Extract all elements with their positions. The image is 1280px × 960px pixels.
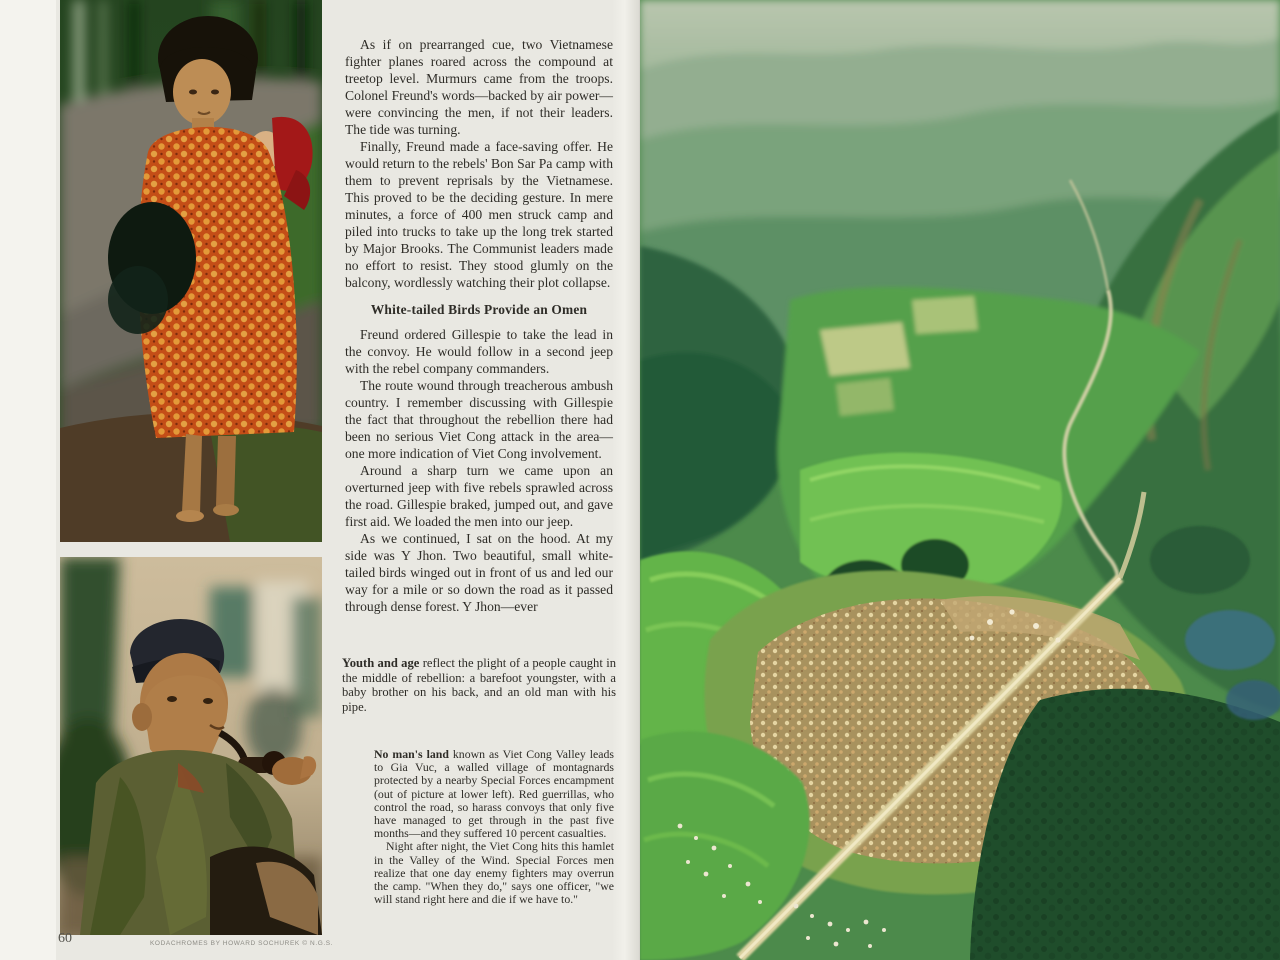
caption-paragraph: Night after night, the Viet Cong hits this hamlet in the Valley of the Wind. Special Forces men realize that one day enemy fighters may overrun the camp. "When they do," says one officer, "we will stand right here and die if we have to." (374, 839, 614, 907)
article-text-column (345, 36, 613, 615)
page-number: 60 (58, 931, 72, 946)
page-gutter (612, 0, 640, 960)
article-subheading: White-tailed Birds Provide an Omen (370, 302, 588, 317)
photo-credit: KODACHROMES BY HOWARD SOCHUREK © N.G.S. (150, 940, 334, 947)
caption-no-mans-land (374, 748, 614, 906)
article-paragraph: Around a sharp turn we came upon an overturned jeep with five rebels sprawled across the road. Gillespie braked, jumped out, and gave first aid. We loaded the men into our jeep. (345, 463, 613, 529)
article-paragraph: As we continued, I sat on the hood. At my side was Y Jhon. Two beautiful, small white-tailed birds winged out in front of us and led our way for a mile or so down the road as it passed through dense forest. Y Jhon—ever (345, 531, 613, 614)
photo-man-graphic (60, 557, 322, 935)
caption-text: reflect the plight of a people caught in the middle of rebellion: a barefoot youngster, with a baby brother on his back, and an old man with his pipe. (342, 656, 616, 714)
article-paragraph: Freund ordered Gillespie to take the lead in the convoy. He would follow in a second jeep with the rebel company commanders. (345, 327, 613, 376)
photo-valley-graphic (640, 0, 1280, 960)
caption-youth-and-age (342, 656, 616, 714)
caption-paragraph (374, 748, 614, 840)
article-paragraph: As if on prearranged cue, two Vietnamese fighter planes roared across the compound at treetop level. Murmurs came from the troops. Colonel Freund's words—backed by air power—were convincing the men, if not their leaders. The tide was turning. (345, 37, 613, 137)
photo-man-with-pipe (60, 557, 322, 935)
photo-boy-with-baby (60, 0, 322, 542)
page-left-margin (0, 0, 56, 960)
photo-boy-graphic (60, 0, 322, 542)
caption-lead: Youth and age (342, 656, 420, 670)
caption-lead: No man's land (374, 747, 449, 761)
article-paragraph: Finally, Freund made a face-saving offer. He would return to the rebels' Bon Sar Pa camp with them to prevent reprisals by the Vietnamese. This proved to be the deciding gesture. In mere minutes, a force of 400 men struck camp and piled into trucks to take up the long trek started by Major Brooks. The Communist leaders made no effort to resist. They stood glumly on the balcony, wordlessly watching their plot collapse. (345, 139, 613, 290)
caption-text: known as Viet Cong Valley leads to Gia Vuc, a walled village of montagnards protected by a nearby Special Forces encampment (out of picture at lower left). Red guerrillas, who control the road, so harass convoys that only five have managed to get through in the past five months—and they suffered 10 percent casualties. (374, 747, 614, 841)
article-paragraph: The route wound through treacherous ambush country. I remember discussing with Gillespie the fact that throughout the rebellion there had been no serious Viet Cong attack in the area—one more indication of Viet Cong involvement. (345, 378, 613, 461)
photo-viet-cong-valley-aerial (640, 0, 1280, 960)
